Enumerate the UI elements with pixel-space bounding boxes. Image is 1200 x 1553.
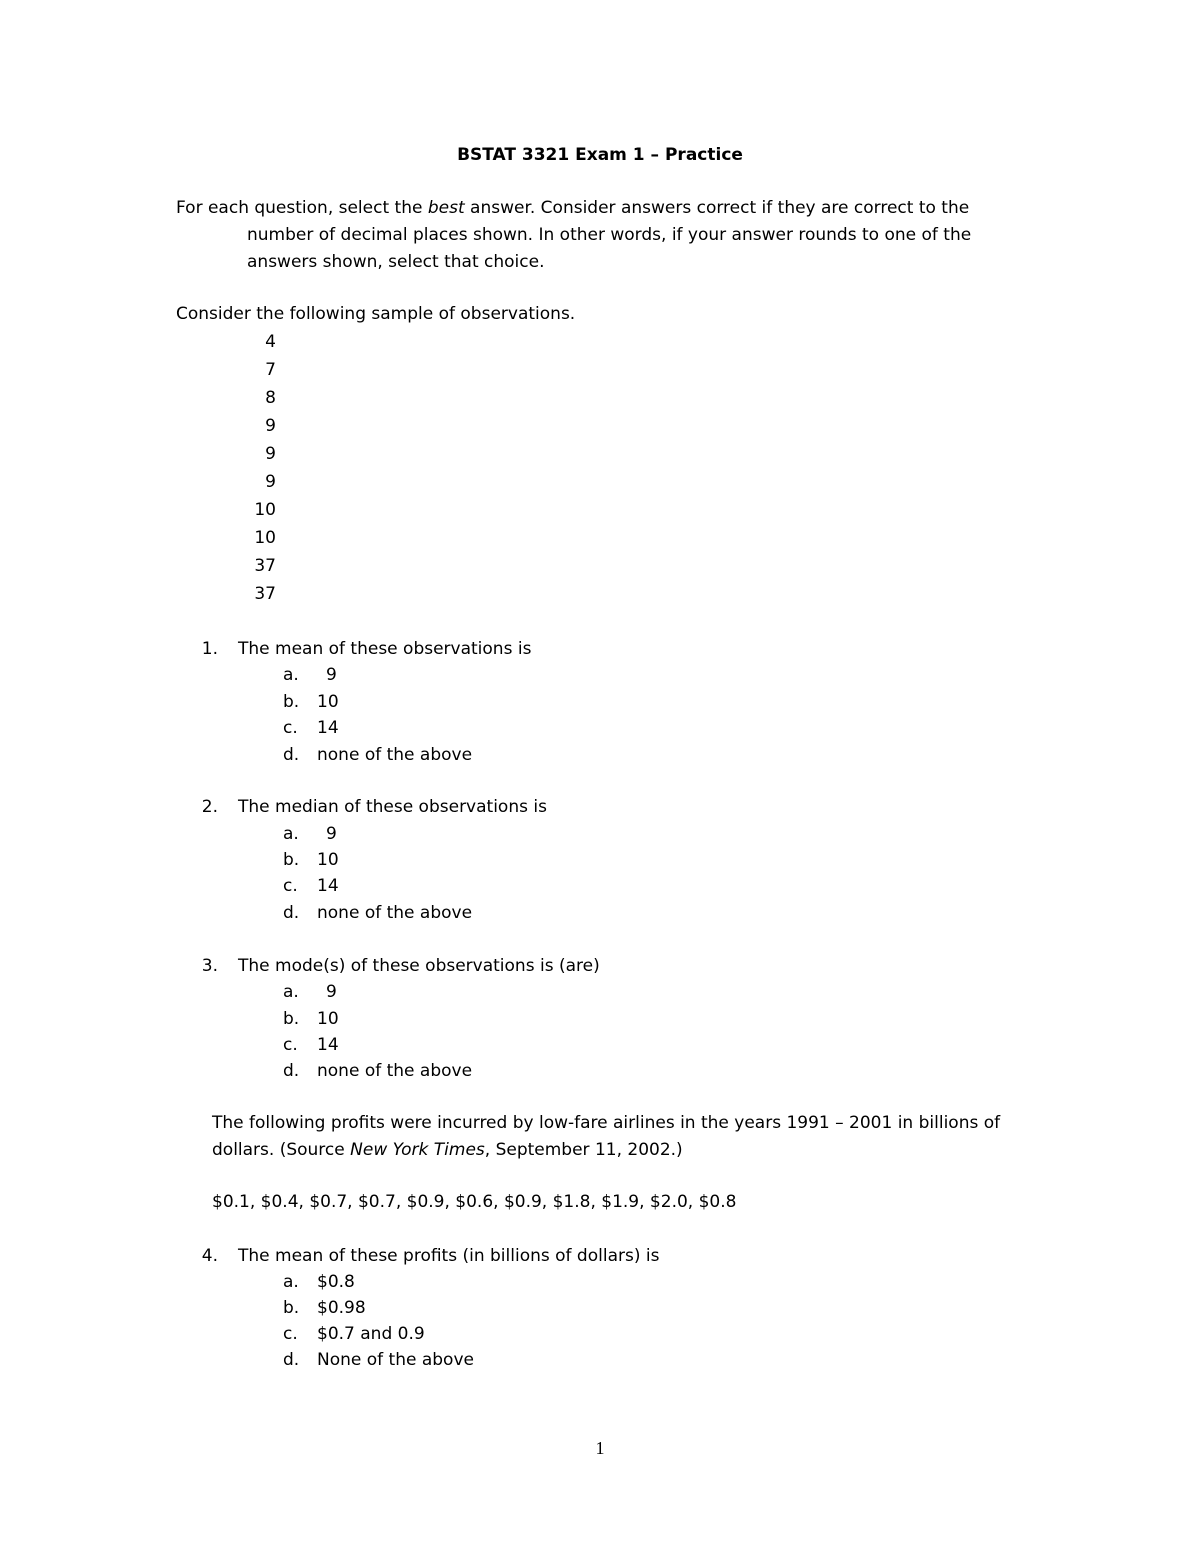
profits-intro-line-1: The following profits were incurred by low-fare airlines in the years 1991 – 2001 in billions of — [212, 1113, 1001, 1133]
question-number: 4. — [201, 1246, 218, 1266]
instructions-line-2: number of decimal places shown. In other words, if your answer rounds to one of the — [247, 225, 972, 245]
option-text: 14 — [317, 718, 339, 738]
option-text: 10 — [317, 1009, 339, 1029]
observation-value: 37 — [254, 556, 276, 576]
source-title: New York Times — [350, 1140, 485, 1160]
option-text: 14 — [317, 876, 339, 896]
profits-intro-line-2-pre: dollars. (Source — [212, 1140, 351, 1160]
option-text: 9 — [326, 824, 337, 844]
option-letter: d. — [283, 1350, 300, 1370]
observation-value: 9 — [265, 416, 276, 436]
page-title: BSTAT 3321 Exam 1 – Practice — [457, 145, 743, 165]
profits-intro-line-2 — [212, 1140, 683, 1160]
observation-value: 7 — [265, 360, 276, 380]
observation-value: 4 — [265, 332, 276, 352]
instructions-line-1-post: answer. Consider answers correct if they are correct to the — [464, 198, 970, 218]
instructions-line-1 — [176, 198, 969, 218]
option-letter: b. — [283, 1298, 300, 1318]
option-text: none of the above — [317, 745, 473, 765]
option-letter: b. — [283, 692, 300, 712]
question-number: 3. — [201, 956, 218, 976]
option-text: $0.7 and 0.9 — [317, 1324, 425, 1344]
profits-list: $0.1, $0.4, $0.7, $0.7, $0.9, $0.6, $0.9, $1.8, $1.9, $2.0, $0.8 — [212, 1192, 737, 1212]
observation-value: 10 — [254, 500, 276, 520]
option-letter: d. — [283, 1061, 300, 1081]
observation-value: 9 — [265, 444, 276, 464]
option-text: 14 — [317, 1035, 339, 1055]
option-letter: a. — [283, 1272, 299, 1292]
instructions-emphasis: best — [427, 198, 465, 218]
question-number: 2. — [201, 797, 218, 817]
option-text: 10 — [317, 850, 339, 870]
instructions-line-3: answers shown, select that choice. — [247, 252, 545, 272]
observation-value: 9 — [265, 472, 276, 492]
option-text: 9 — [326, 982, 337, 1002]
option-letter: c. — [283, 718, 298, 738]
option-letter: d. — [283, 745, 300, 765]
question-text: The mean of these profits (in billions of dollars) is — [238, 1246, 660, 1266]
option-text: 9 — [326, 665, 337, 685]
question-text: The mean of these observations is — [238, 639, 532, 659]
observation-value: 8 — [265, 388, 276, 408]
option-letter: a. — [283, 824, 299, 844]
option-letter: b. — [283, 850, 300, 870]
option-letter: c. — [283, 876, 298, 896]
option-letter: b. — [283, 1009, 300, 1029]
option-letter: c. — [283, 1324, 298, 1344]
option-letter: c. — [283, 1035, 298, 1055]
sample-intro: Consider the following sample of observations. — [176, 304, 576, 324]
option-text: 10 — [317, 692, 339, 712]
profits-intro-line-2-post: , September 11, 2002.) — [484, 1140, 683, 1160]
option-text: $0.8 — [317, 1272, 355, 1292]
option-text: $0.98 — [317, 1298, 366, 1318]
question-text: The mode(s) of these observations is (are) — [238, 956, 600, 976]
option-text: None of the above — [317, 1350, 474, 1370]
question-text: The median of these observations is — [238, 797, 547, 817]
option-text: none of the above — [317, 903, 473, 923]
option-letter: d. — [283, 903, 300, 923]
question-number: 1. — [201, 639, 218, 659]
page-number: 1 — [595, 1438, 605, 1458]
option-text: none of the above — [317, 1061, 473, 1081]
observation-value: 37 — [254, 584, 276, 604]
instructions-line-1-pre: For each question, select the — [176, 198, 428, 218]
observation-value: 10 — [254, 528, 276, 548]
option-letter: a. — [283, 665, 299, 685]
option-letter: a. — [283, 982, 299, 1002]
